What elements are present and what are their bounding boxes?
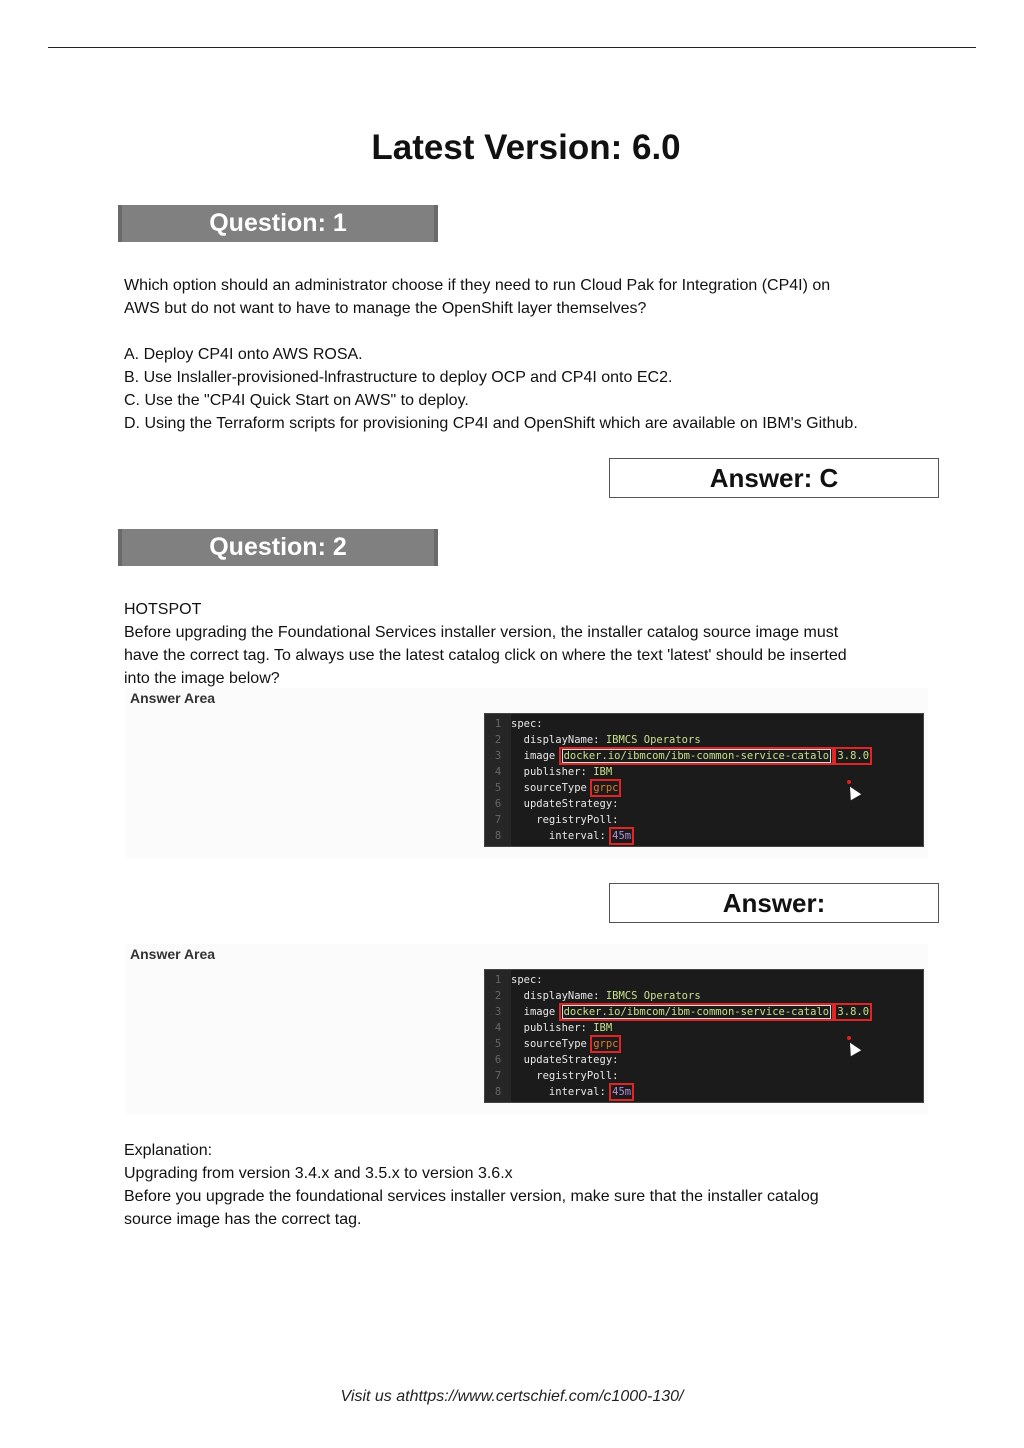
question-1-header: Question: 1 xyxy=(118,205,438,242)
explanation-line: source image has the correct tag. xyxy=(124,1211,362,1228)
question-text-line: Before upgrading the Foundational Services installer version, the installer catalog source image must xyxy=(124,624,839,641)
explanation-label: Explanation: xyxy=(124,1142,213,1159)
yaml-code-panel: 1 spec: 2 displayName: IBMCS Operators 3 image docker.io/ibmcom/ibm-common-service-catalo 3.8.0 4 publisher: IBM 5 sourceType grpc 6 updateStrategy: 7 registryPoll: 8 interval: 45m xyxy=(484,969,924,1103)
page-title: Latest Version: 6.0 xyxy=(371,128,681,167)
question-1-answer: Answer: C xyxy=(609,458,939,498)
explanation xyxy=(124,1139,924,1231)
image-tag-answer: 3.8.0 xyxy=(837,1006,870,1018)
answer-area-label: Answer Area xyxy=(130,946,216,962)
hotspot-answer-area xyxy=(126,944,928,1114)
source-type: grpc xyxy=(593,1038,619,1050)
question-text-line: AWS but do not want to have to manage the OpenShift layer themselves? xyxy=(124,300,647,317)
question-text-line: have the correct tag. To always use the latest catalog click on where the text 'latest' should be inserted xyxy=(124,647,847,664)
question-1-body xyxy=(124,274,924,435)
hotspot-interval[interactable]: 45m xyxy=(612,830,632,842)
interval: 45m xyxy=(612,1086,632,1098)
question-2-header: Question: 2 xyxy=(118,529,438,566)
question-text-line: into the image below? xyxy=(124,670,280,687)
question-2-answer: Answer: xyxy=(609,883,939,923)
question-type-label: HOTSPOT xyxy=(124,601,202,618)
option-b: B. Use Inslaller-provisioned-lnfrastructure to deploy OCP and CP4I onto EC2. xyxy=(124,369,673,386)
marker-dot xyxy=(847,780,851,784)
option-d: D. Using the Terraform scripts for provisioning CP4I and OpenShift which are available on IBM's Github. xyxy=(124,415,858,432)
hotspot-source-type[interactable]: grpc xyxy=(593,782,619,794)
option-c: C. Use the "CP4I Quick Start on AWS" to deploy. xyxy=(124,392,469,409)
question-2-body xyxy=(124,598,924,690)
yaml-code-panel[interactable]: 1 spec: 2 displayName: IBMCS Operators 3 image docker.io/ibmcom/ibm-common-service-catalo 3.8.0 4 publisher: IBM 5 sourceType grpc 6 updateStrategy: 7 registryPoll: 8 interval: 45m xyxy=(484,713,924,847)
explanation-line: Upgrading from version 3.4.x and 3.5.x to version 3.6.x xyxy=(124,1165,513,1182)
hotspot-question-area xyxy=(126,688,928,858)
answer-area-label: Answer Area xyxy=(130,690,216,706)
top-divider xyxy=(48,47,976,48)
option-a: A. Deploy CP4I onto AWS ROSA. xyxy=(124,346,363,363)
question-text-line: Which option should an administrator choose if they need to run Cloud Pak for Integration (CP4I) on xyxy=(124,277,831,294)
hotspot-image-path[interactable]: docker.io/ibmcom/ibm-common-service-catalo xyxy=(563,750,830,762)
explanation-line: Before you upgrade the foundational services installer version, make sure that the installer catalog xyxy=(124,1188,819,1205)
footer-link[interactable]: Visit us athttps://www.certschief.com/c1000-130/ xyxy=(340,1388,684,1405)
marker-dot xyxy=(847,1036,851,1040)
image-path: docker.io/ibmcom/ibm-common-service-catalo xyxy=(563,1006,830,1018)
hotspot-image-tag[interactable]: 3.8.0 xyxy=(837,750,870,762)
